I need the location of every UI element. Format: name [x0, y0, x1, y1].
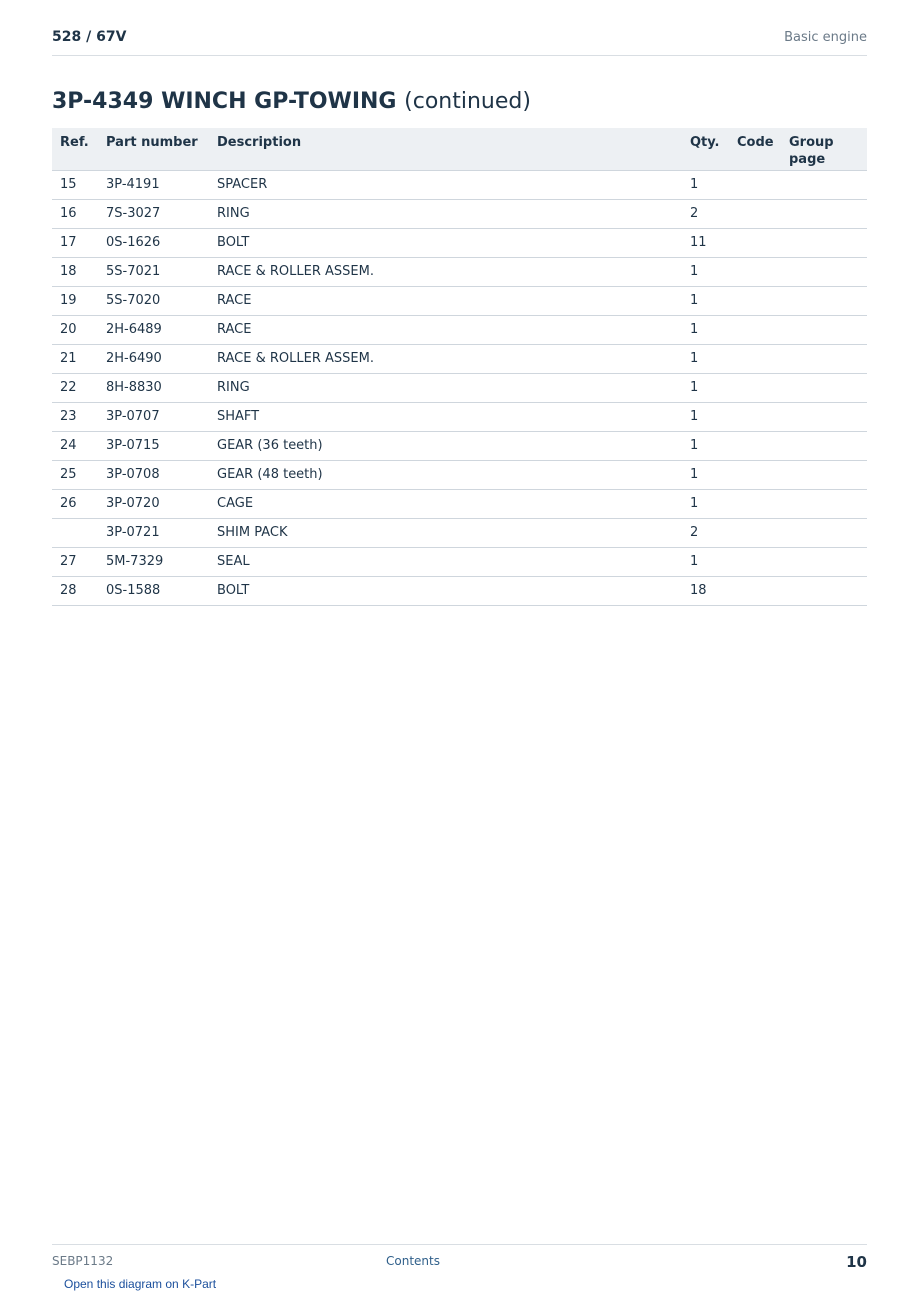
cell-qty: 2	[682, 518, 729, 547]
table-row	[52, 431, 867, 460]
cell-part-number: 3P-0708	[98, 460, 209, 489]
cell-qty: 1	[682, 460, 729, 489]
cell-part-number: 2H-6489	[98, 315, 209, 344]
cell-group-page	[781, 344, 867, 373]
cell-code	[729, 547, 781, 576]
cell-description: SEAL	[209, 547, 682, 576]
cell-part-number: 3P-0720	[98, 489, 209, 518]
table-row	[52, 489, 867, 518]
cell-description: RACE	[209, 315, 682, 344]
cell-code	[729, 576, 781, 605]
cell-qty: 1	[682, 373, 729, 402]
table-row	[52, 576, 867, 605]
cell-qty: 1	[682, 489, 729, 518]
cell-ref: 23	[52, 402, 98, 431]
cell-code	[729, 286, 781, 315]
cell-qty: 1	[682, 315, 729, 344]
table-row	[52, 547, 867, 576]
cell-code	[729, 431, 781, 460]
cell-description: RING	[209, 199, 682, 228]
cell-part-number: 5S-7020	[98, 286, 209, 315]
cell-description: RACE	[209, 286, 682, 315]
page-footer	[52, 1244, 867, 1301]
cell-qty: 1	[682, 257, 729, 286]
cell-ref: 16	[52, 199, 98, 228]
cell-part-number: 5S-7021	[98, 257, 209, 286]
cell-code	[729, 257, 781, 286]
cell-description: SPACER	[209, 170, 682, 199]
cell-code	[729, 489, 781, 518]
cell-ref: 21	[52, 344, 98, 373]
table-row	[52, 518, 867, 547]
cell-description: RACE & ROLLER ASSEM.	[209, 257, 682, 286]
cell-ref: 27	[52, 547, 98, 576]
parts-table	[52, 128, 867, 606]
model-label: 528 / 67V	[52, 29, 127, 45]
cell-group-page	[781, 489, 867, 518]
cell-qty: 18	[682, 576, 729, 605]
cell-part-number: 5M-7329	[98, 547, 209, 576]
cell-group-page	[781, 431, 867, 460]
page-header	[52, 29, 867, 56]
cell-qty: 1	[682, 170, 729, 199]
cell-code	[729, 460, 781, 489]
cell-ref: 28	[52, 576, 98, 605]
cell-ref: 18	[52, 257, 98, 286]
cell-qty: 11	[682, 228, 729, 257]
cell-group-page	[781, 170, 867, 199]
column-header-code: Code	[729, 128, 781, 170]
cell-code	[729, 228, 781, 257]
cell-code	[729, 199, 781, 228]
section-name: Basic engine	[784, 30, 867, 45]
contents-link[interactable]: Contents	[386, 1254, 440, 1268]
cell-qty: 1	[682, 402, 729, 431]
table-row	[52, 373, 867, 402]
cell-code	[729, 344, 781, 373]
table-row	[52, 460, 867, 489]
cell-qty: 1	[682, 547, 729, 576]
page-title-suffix: (continued)	[404, 89, 531, 114]
cell-ref: 25	[52, 460, 98, 489]
cell-part-number: 3P-0707	[98, 402, 209, 431]
parts-table-body	[52, 170, 867, 605]
cell-part-number: 0S-1588	[98, 576, 209, 605]
table-row	[52, 199, 867, 228]
cell-group-page	[781, 257, 867, 286]
table-row	[52, 315, 867, 344]
cell-group-page	[781, 547, 867, 576]
cell-description: SHAFT	[209, 402, 682, 431]
cell-part-number: 3P-4191	[98, 170, 209, 199]
cell-group-page	[781, 373, 867, 402]
column-header-description: Description	[209, 128, 682, 170]
cell-part-number: 3P-0721	[98, 518, 209, 547]
table-row	[52, 344, 867, 373]
cell-code	[729, 315, 781, 344]
table-row	[52, 170, 867, 199]
table-row	[52, 257, 867, 286]
cell-description: SHIM PACK	[209, 518, 682, 547]
cell-description: CAGE	[209, 489, 682, 518]
cell-group-page	[781, 576, 867, 605]
column-header-part-number: Part number	[98, 128, 209, 170]
cell-description: RACE & ROLLER ASSEM.	[209, 344, 682, 373]
table-row	[52, 228, 867, 257]
table-row	[52, 286, 867, 315]
open-kpart-link[interactable]: Open this diagram on K-Part	[64, 1277, 217, 1291]
column-header-qty: Qty.	[682, 128, 729, 170]
cell-description: BOLT	[209, 576, 682, 605]
cell-qty: 1	[682, 286, 729, 315]
cell-ref: 26	[52, 489, 98, 518]
cell-description: BOLT	[209, 228, 682, 257]
cell-part-number: 8H-8830	[98, 373, 209, 402]
cell-group-page	[781, 228, 867, 257]
cell-group-page	[781, 518, 867, 547]
cell-description: GEAR (36 teeth)	[209, 431, 682, 460]
cell-ref: 15	[52, 170, 98, 199]
cell-qty: 2	[682, 199, 729, 228]
page-title-main: 3P-4349 WINCH GP-TOWING	[52, 89, 397, 114]
cell-part-number: 2H-6490	[98, 344, 209, 373]
table-row	[52, 402, 867, 431]
cell-ref: 19	[52, 286, 98, 315]
cell-code	[729, 402, 781, 431]
cell-part-number: 0S-1626	[98, 228, 209, 257]
cell-description: GEAR (48 teeth)	[209, 460, 682, 489]
cell-group-page	[781, 460, 867, 489]
cell-ref: 24	[52, 431, 98, 460]
cell-code	[729, 373, 781, 402]
cell-code	[729, 170, 781, 199]
cell-ref: 22	[52, 373, 98, 402]
cell-ref: 17	[52, 228, 98, 257]
cell-group-page	[781, 315, 867, 344]
cell-group-page	[781, 199, 867, 228]
cell-qty: 1	[682, 344, 729, 373]
column-header-ref: Ref.	[52, 128, 98, 170]
cell-code	[729, 518, 781, 547]
cell-qty: 1	[682, 431, 729, 460]
table-header-row	[52, 128, 867, 170]
cell-group-page	[781, 402, 867, 431]
column-header-group-page: Group page	[781, 128, 867, 170]
page-title	[52, 89, 531, 114]
cell-part-number: 3P-0715	[98, 431, 209, 460]
cell-group-page	[781, 286, 867, 315]
cell-ref	[52, 518, 98, 547]
page-number: 10	[846, 1253, 867, 1271]
cell-description: RING	[209, 373, 682, 402]
cell-ref: 20	[52, 315, 98, 344]
document-id: SEBP1132	[52, 1254, 114, 1268]
cell-part-number: 7S-3027	[98, 199, 209, 228]
